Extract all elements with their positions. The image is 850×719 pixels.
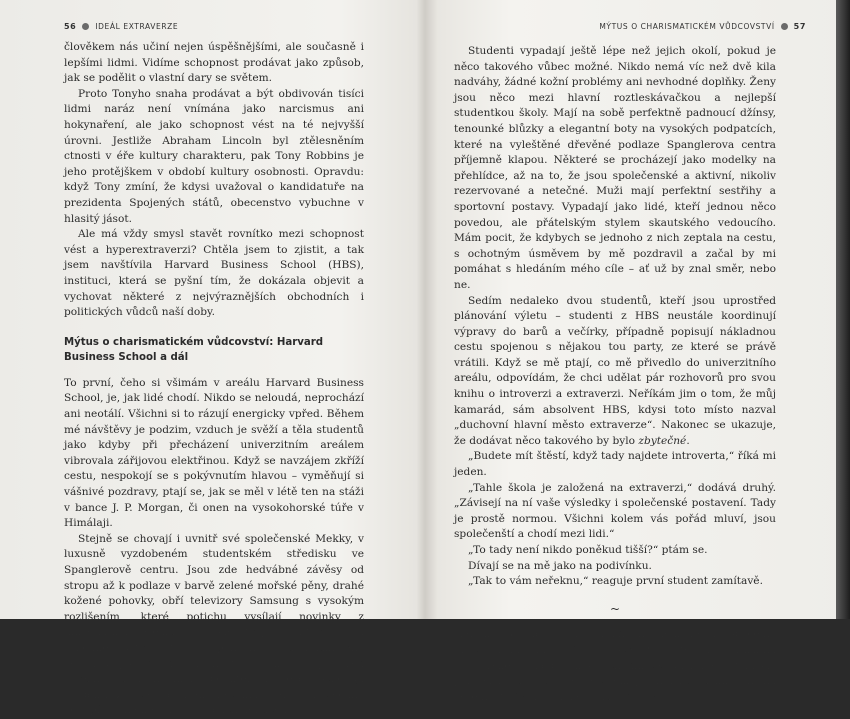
- dialogue-line: „Tahle škola je založená na extraverzi,“ dodává druhý. „Závisejí na ní vaše výsledky i společenské postavení. Tady je prostě normou. Všichni kolem vás pořád mluví, jsou společenští a chodí mezi lidi.“: [454, 481, 776, 541]
- paragraph: člověkem nás učiní nejen úspěšnějšími, ale současně i lepšími lidmi. Vidíme schopnost prodávat jako způsob, jak se podělit o vlastní dary se světem.: [64, 41, 364, 85]
- left-running-header: [64, 22, 178, 31]
- paragraph-text: Sedím nedaleko dvou studentů, kteří jsou uprostřed plánování výletu – studenti z HBS neustále koordinují výpravy do barů a večírky, případně popisují nákladnou cestu spojenou s nějakou tou party, ze které se právě vrátili. Když se mě ptají, co mě přivedlo do univerzitního areálu, odpovídám, že chci udělat pár rozhovorů pro svou knihu o introverzi a extraverzi. Neříkám jim o tom, že můj kamarád, sám absolvent HBS, kdysi toto místo nazval „duchovní hlavní město extraverze“. Nakonec se ukazuje, že dodávat něco takového by bylo: [454, 294, 776, 447]
- section-subheading: Mýtus o charismatickém vůdcovství: Harvard Business School a dál: [64, 336, 324, 364]
- right-body-text: [454, 44, 776, 705]
- left-page-number: 56: [64, 22, 77, 31]
- bullet-dot-icon: [82, 23, 89, 30]
- right-header-title: MÝTUS O CHARISMATICKÉM VŮDCOVSTVÍ: [599, 22, 775, 31]
- paragraph: Harvard Business School rozhodně není nějaké obyčejné místo. Škola byla založena v roce 1908, v té době vyrazil na cesty Dale Carnegie jako obchodní cestující a až o tři roky později začal vyučovat ve svém prvním kurzu mluvení na veřejnosti. Škola vnímá sama sebe jako: [454, 628, 776, 703]
- section-break: ~: [609, 601, 621, 616]
- right-page-number: 57: [793, 22, 806, 31]
- bullet-dot-icon: [781, 23, 788, 30]
- emphasized-word: zbytečné: [638, 434, 687, 447]
- left-page: [0, 0, 424, 717]
- dialogue-line: Dívají se na mě jako na podivínku.: [468, 559, 652, 572]
- paragraph: Stejně se chovají i uvnitř své společenské Mekky, v luxusně vyzdobeném studentském středisku ve Spanglerově centru. Jsou zde hedvábné závěsy od stropu až k podlaze v barvě zelené mořské pěny, drahé kožené pohovky, obří televizory Samsung s vysokým rozlišením, které potichu vysílají novinky z univerzitního areálu, a vysoké stropy, ze kterých visí výkonné lustry. Stoly a pohovky jsou rozmístěné většinou po obvodu místnosti, a tak je uprostřed výrazně nasvícené molo, po kterém svěže pochodují studenti. Zdá se, že si ani nevšímají, jak jsou všechny oči upřeny na ně. Obdivují jejich nenucenost.: [64, 532, 364, 717]
- left-header-title: IDEÁL EXTRAVERZE: [95, 22, 179, 31]
- paragraph: Studenti vypadají ještě lépe než jejich okolí, pokud je něco takového vůbec možné. Nikdo nemá víc než dvě kila nadváhy, žádné kožní problémy ani nevhodné doplňky. Ženy jsou něco mezi hlavní roztleskávačkou a nejlepší studentkou školy. Mají na sobě perfektně padnoucí džínsy, tenounké blůzky a elegantní boty na vysokých podpatcích, které na vyleštěné dřevěné podlaze Spanglerova centra příjemně klapou. Některé se procházejí jako modelky na přehlídce, až na to, že jsou společenské a aktivní, nikoliv rezervované a netečné. Muži mají perfektní sestřihy a sportovní postavy. Vypadají jako lidé, kteří jednou něco povedou, ale přátelským stylem skautského vedoucího. Mám pocit, že kdybych se jednoho z nich zeptala na cestu, s ochotným úsměvem by mě pozdravil a začal by mi pomáhat s hledáním mého cíle – ať už by znal směr, nebo ne.: [454, 45, 776, 291]
- left-body-text: [64, 40, 364, 719]
- right-running-header: [599, 22, 806, 31]
- paragraph: To první, čeho si všimám v areálu Harvard Business School, je, jak lidé chodí. Nikdo se neloudá, neprochází ani neotálí. Všichni si to rázují energicky vpřed. Během mé návštěvy je podzim, vzduch je svěží a těla studentů jako kdyby při přecházení univerzitním areálem vibrovala zářijovou elektřinou. Když se navzájem zkříží cestu, nespokojí se s pokývnutím hlavou – vyměňují si vášnivé pozdravy, ptají se, jak se měl v létě ten na stáži v bance J. P. Morgan, či onen na vysokohorské túře v Himálaji.: [64, 376, 364, 530]
- dialogue-line: „To tady není nikdo poněkud tišší?“ ptám se.: [468, 544, 708, 556]
- paragraph: Sedím nedaleko dvou studentů, kteří jsou uprostřed plánování výletu – studenti z HBS neustále koordinují výpravy do barů a večírky, případně popisují nákladnou cestu spojenou s nějakou tou party, ze které se právě vrátili. Když se mě ptají, co mě přivedlo do univerzitního areálu, odpovídám, že chci udělat pár rozhovorů pro svou knihu o introverzi a extraverzi. Neříkám jim o tom, že můj kamarád, sám absolvent HBS, kdysi toto místo nazval „duchovní hlavní město extraverze“. Nakonec se ukazuje, že dodávat něco takového by bylo zbytečné.: [454, 294, 776, 447]
- paragraph: Proto Tonyho snaha prodávat a být obdivován tisíci lidmi naráz není vnímána jako narcismus ani hokynaření, ale jako schopnost vést na té nejvyšší úrovni. Jestliže Abraham Lincoln byl ztělesněním ctnosti v éře kultury charakteru, pak Tony Robbins je jeho protějškem v období kultury osobnosti. Opravdu: když Tony zmíní, že kdysi uvažoval o kandidatuře na prezidenta Spojených států, obecenstvo vybuchne v hlasitý jásot.: [64, 87, 364, 225]
- dialogue-line: „Budete mít štěstí, když tady najdete introverta,“ říká mi jeden.: [454, 450, 776, 479]
- dialogue-line: „Tak to vám neřeknu,“ reaguje první student zamítavě.: [468, 575, 763, 588]
- right-page: [426, 0, 836, 703]
- page-edge-shadow: [836, 0, 850, 619]
- paragraph: Ale má vždy smysl stavět rovnítko mezi schopnost vést a hyperextraverzi? Chtěla jsem to zjistit, a tak jsem navštívila Harvard Business School (HBS), instituci, která se pyšní tím, že dokázala objevit a vychovat některé z nejvýraznějších obchodních i politických vůdců naší doby.: [64, 228, 364, 319]
